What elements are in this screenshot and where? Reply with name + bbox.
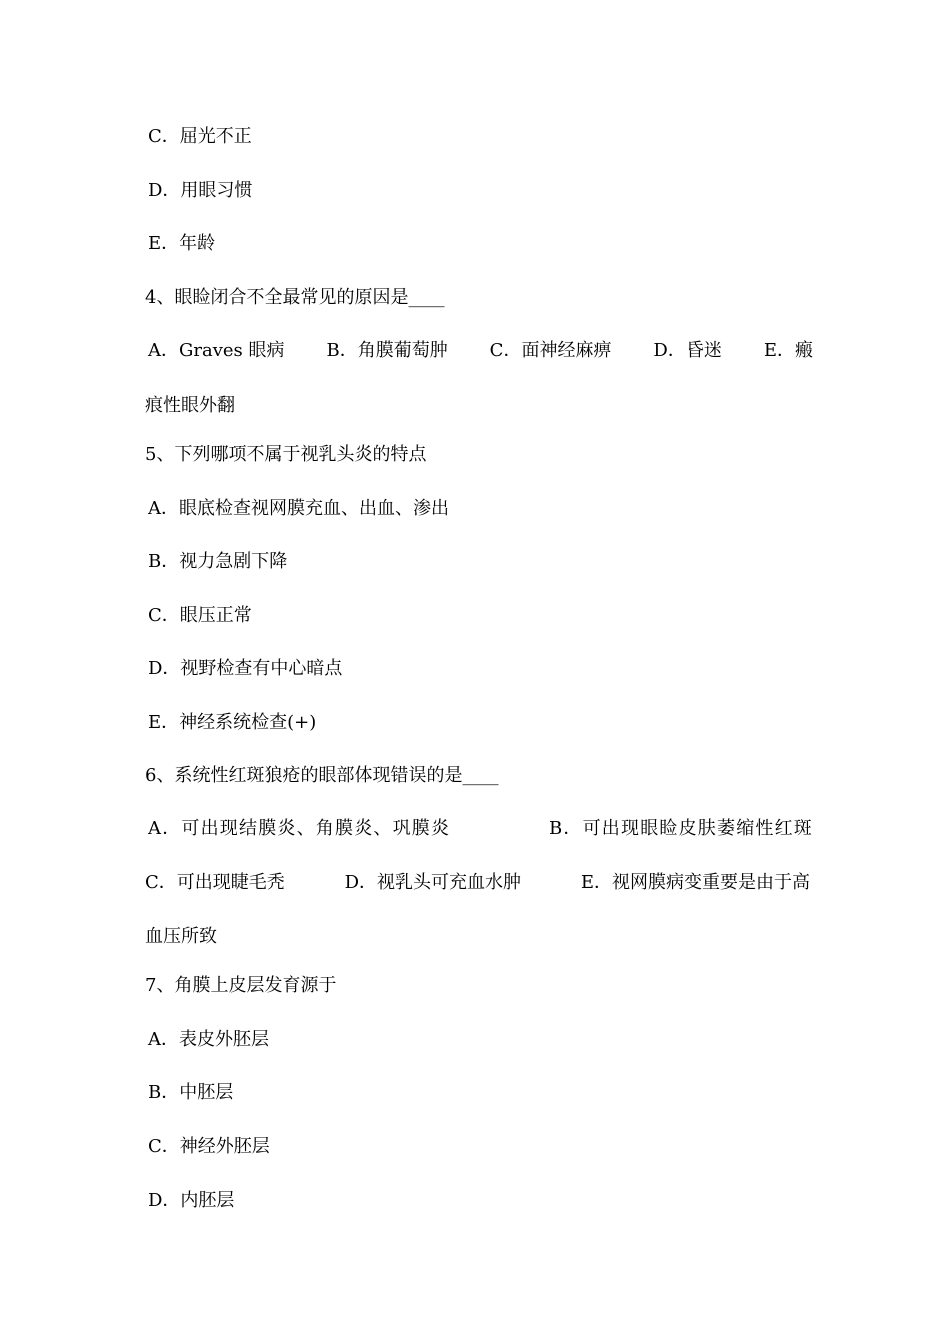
option-4b: B．角膜葡萄肿 [326, 340, 448, 361]
option-5a: A．眼底检查视网膜充血、出血、渗出 [148, 498, 449, 519]
option-3d: D．用眼习惯 [148, 180, 253, 201]
option-7c: C．神经外胚层 [148, 1136, 270, 1157]
question-6: 6、系统性红斑狼疮的眼部体现错误的是____ [145, 765, 499, 786]
option-7a: A．表皮外胚层 [148, 1029, 269, 1050]
option-4e-continuation: 痕性眼外翻 [145, 395, 235, 416]
option-7d: D．内胚层 [148, 1190, 235, 1211]
option-7b: B．中胚层 [148, 1082, 234, 1103]
option-4d: D．昏迷 [653, 340, 722, 361]
question-7: 7、角膜上皮层发育源于 [145, 975, 337, 996]
option-5d: D．视野检查有中心暗点 [148, 658, 343, 679]
option-6c: C．可出现睫毛秃 [145, 872, 285, 893]
option-5e: E．神经系统检查(+) [148, 712, 317, 733]
option-4a: A．Graves 眼病 [148, 340, 285, 361]
question-6-options-row-1 [145, 817, 813, 841]
option-6e-continuation: 血压所致 [145, 926, 217, 947]
option-5c: C．眼压正常 [148, 605, 252, 626]
question-4-options-row [145, 339, 813, 363]
option-6a: A．可出现结膜炎、角膜炎、巩膜炎 [148, 818, 451, 839]
option-4e-start: E．瘢 [763, 340, 813, 361]
option-6d: D．视乳头可充血水肿 [344, 872, 522, 893]
question-5: 5、下列哪项不属于视乳头炎的特点 [145, 444, 427, 465]
question-4: 4、眼睑闭合不全最常见的原因是____ [145, 287, 445, 308]
option-4c: C．面神经麻痹 [489, 340, 612, 361]
option-3e: E．年龄 [148, 233, 216, 254]
option-6e-start: E．视网膜病变重要是由于高 [580, 872, 810, 893]
option-6b: B．可出现眼睑皮肤萎缩性红斑 [548, 818, 813, 839]
option-5b: B．视力急剧下降 [148, 551, 288, 572]
option-3c: C．屈光不正 [148, 126, 252, 147]
question-6-options-row-2 [145, 871, 810, 895]
